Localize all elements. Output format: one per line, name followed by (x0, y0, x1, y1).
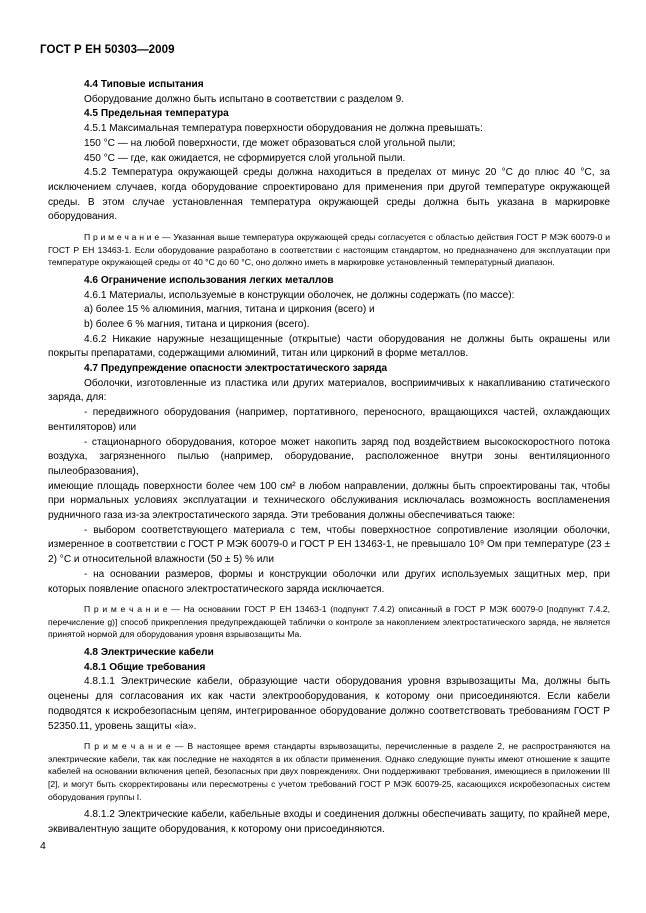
section-heading: 4.4 Типовые испытания (84, 79, 204, 90)
list-item: - передвижного оборудования (например, портативного, переносного, вращающихся частей, охлаждающих вентиляторов) или (48, 407, 610, 433)
paragraph: 150 °С — на любой поверхности, где может образоваться слой угольной пыли; (84, 137, 456, 149)
note (48, 231, 610, 269)
section-heading: 4.6 Ограничение использования легких металлов (84, 274, 334, 286)
paragraph: 4.5.2 Температура окружающей среды должна находиться в пределах от минус 20 °С до плюс 40 °С, за исключением случаев, когда оборудование спроектировано для применения при другой температуре окружающей среды. В этом случае установленная температура окружающей среды должна быть указана в маркировке оборудования. (48, 167, 610, 223)
section-heading: 4.8 Электрические кабели (84, 647, 214, 659)
note-label: П р и м е ч а н и е (84, 741, 171, 752)
paragraph: 450 °С — где, как ожидается, не сформируется слой угольной пыли. (84, 152, 406, 164)
note (48, 740, 610, 803)
note-label: П р и м е ч а н и е (84, 604, 168, 615)
list-item: a) более 15 % алюминия, магния, титана и циркония (всего) и (84, 304, 375, 316)
note-label: П р и м е ч а н и е (84, 232, 160, 243)
section-heading: 4.8.1 Общие требования (84, 661, 206, 673)
paragraph: 4.8.1.2 Электрические кабели, кабельные входы и соединения должны обеспечивать защиту, по крайней мере, эквивалентную защите оборудования, к которому они присоединяются. (48, 809, 610, 835)
document-header: ГОСТ Р ЕН 50303—2009 (40, 44, 175, 56)
paragraph: имеющие площадь поверхности более чем 100 см² в любом направлении, должны быть спроектированы так, чтобы при нормальных условиях эксплуатации и технического обслуживания исключалась возможность воспламенения рудничного газа из-за электростатического заряда. Эти требования должны обеспечиваться также: (48, 480, 610, 522)
page-number: 4 (40, 840, 46, 852)
document-body (48, 78, 610, 838)
note-text: — На основании ГОСТ Р ЕН 13463-1 (подпункт 7.4.2) описанный в ГОСТ Р МЭК 60079-0 [подпункт 7.4.2, перечисление g)] способ прикрепления предупреждающей таблички о контроле за накоплением электростатического заряда, не является принятой нормой для оборудования уровня взрывозащиты Ма. (48, 604, 611, 640)
paragraph: Оборудование должно быть испытано в соответствии с разделом 9. (84, 93, 405, 105)
paragraph: 4.6.1 Материалы, используемые в конструкции оболочек, не должны содержать (по массе): (84, 289, 515, 301)
note-text: — Указанная выше температура окружающей среды согласуется с областью действия ГОСТ Р МЭК 60079-0 и ГОСТ Р ЕН 13463-1. Если оборудование разработано в соответствии с настоящим стандартом, но предназначено для эксплуатации при температуре окружающей среды от 40 °С до 60 °С, оно должно иметь в маркировке установленный температурный диапазон. (48, 232, 610, 268)
list-item: - выбором соответствующего материала с тем, чтобы поверхностное сопротивление изоляции оболочки, измеренное в соответствии с ГОСТ Р МЭК 60079-0 и ГОСТ Р ЕН 13463-1, не превышало 10⁹ Ом при температуре (23 ± 2) °С и относительной влажности (50 ± 5) % или (48, 524, 610, 566)
paragraph: 4.8.1.1 Электрические кабели, образующие части оборудования уровня взрывозащиты Ма, должны быть оценены для согласования их как части электрооборудования, к которому они присоединяются. Если кабели подводятся к искробезопасным цепям, интегрированное оборудование должно соответствовать требованиям ГОСТ Р 52350.11, уровень защиты «ia». (48, 676, 610, 732)
list-item: b) более 6 % магния, титана и циркония (всего). (84, 318, 310, 330)
section-heading: 4.7 Предупреждение опасности электростатического заряда (84, 363, 388, 375)
note (48, 603, 610, 641)
section-heading: 4.5 Предельная температура (84, 108, 229, 120)
paragraph: 4.6.2 Никакие наружные незащищенные (открытые) части оборудования не должны быть окрашены или покрыты препаратами, содержащими алюминий, титан или цирконий в форме металлов. (48, 333, 610, 360)
paragraph: 4.5.1 Максимальная температура поверхности оборудования не должна превышать: (84, 123, 483, 135)
note-text: — В настоящее время стандарты взрывозащиты, перечисленные в разделе 2, не распространяются на электрические кабели, так как последние не находятся в их области применения. Однако следующие пункты имеют отношение к защите кабелей на основании включения цепей, безопасных при двух повреждениях. Они поддерживают требования, имеющиеся в приложении III [2], и могут быть скорректированы или пересмотрены с учетом требований ГОСТ Р МЭК 60079-25, касающихся искробезопасных систем оборудования группы I. (48, 741, 611, 802)
paragraph: Оболочки, изготовленные из пластика или других материалов, восприимчивых к накапливанию статического заряда, для: (48, 377, 610, 404)
list-item: - стационарного оборудования, которое может накопить заряд под воздействием высокоскоростного потока воздуха, загрязненного пылью (например, оборудование, расположенное внутри зоны вентиляционного пылеобразования), (48, 436, 610, 477)
list-item: - на основании размеров, формы и конструкции оболочки или других используемых защитных мер, при которых появление опасного электростатического заряда исключается. (48, 568, 610, 595)
